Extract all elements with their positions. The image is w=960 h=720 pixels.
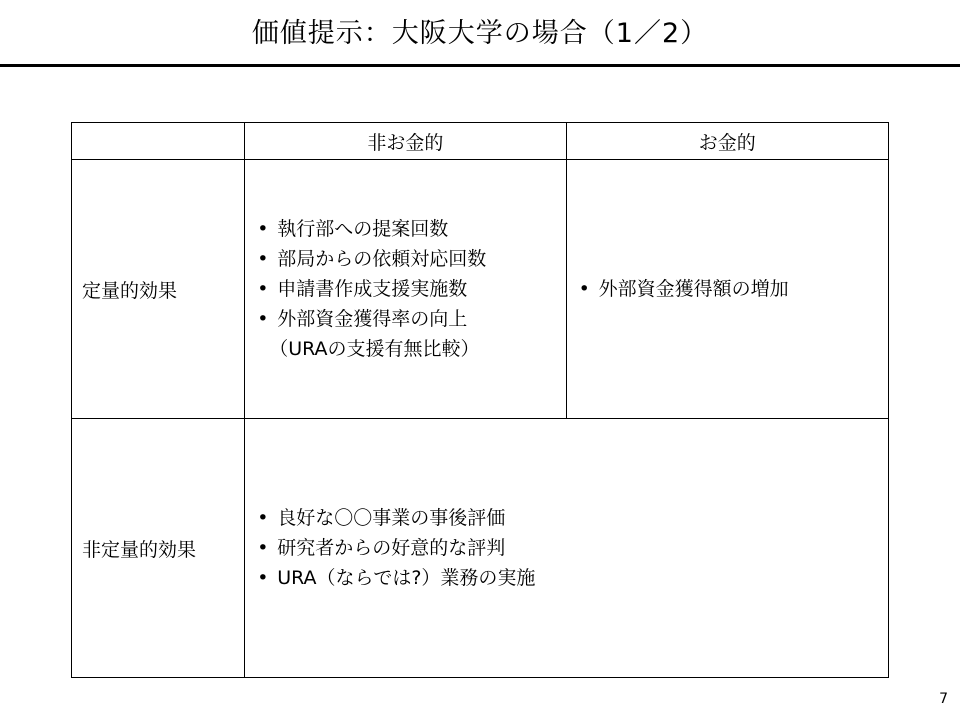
list-item: • 部局からの依頼対応回数 [257,244,565,274]
list-item-continuation: （URAの支援有無比較） [269,338,480,360]
list-item: • 執行部への提案回数 [257,214,565,244]
bullet-icon: • [257,567,269,589]
cell-quantitative-monetary [566,160,888,419]
list-item: • 良好な〇〇事業の事後評価 [257,503,888,533]
header-monetary: お金的 [566,123,888,160]
slide-title: 価値提示：大阪大学の場合（1／2） [251,18,709,49]
header-non-monetary: 非お金的 [245,123,566,160]
table-header-row [72,123,889,160]
bullet-icon: • [257,218,269,240]
bullet-list [245,214,565,334]
list-item: • 申請書作成支援実施数 [257,274,565,304]
table-row-non-quantitative [72,419,889,678]
list-item: • URA（ならでは?）業務の実施 [257,563,888,593]
cell-quantitative-non-monetary [245,160,566,419]
bullet-icon: • [257,537,269,559]
bullet-icon: • [257,507,269,529]
table-row-quantitative [72,160,889,419]
bullet-icon: • [578,278,590,300]
bullet-icon: • [257,278,269,300]
bullet-icon: • [257,308,269,330]
header-corner-cell [72,123,245,160]
list-item: • 外部資金獲得率の向上 [257,304,565,334]
bullet-icon: • [257,248,269,270]
cell-non-quantitative-combined [245,419,889,678]
effects-table [71,122,889,678]
bullet-list [567,274,888,304]
list-item: • 外部資金獲得額の増加 [579,274,888,304]
row-label-non-quantitative: 非定量的効果 [72,419,245,678]
row-label-quantitative: 定量的効果 [72,160,245,419]
title-divider [0,64,960,67]
list-item: • 研究者からの好意的な評判 [257,533,888,563]
bullet-list [245,503,888,593]
page-number: 7 [939,691,948,707]
